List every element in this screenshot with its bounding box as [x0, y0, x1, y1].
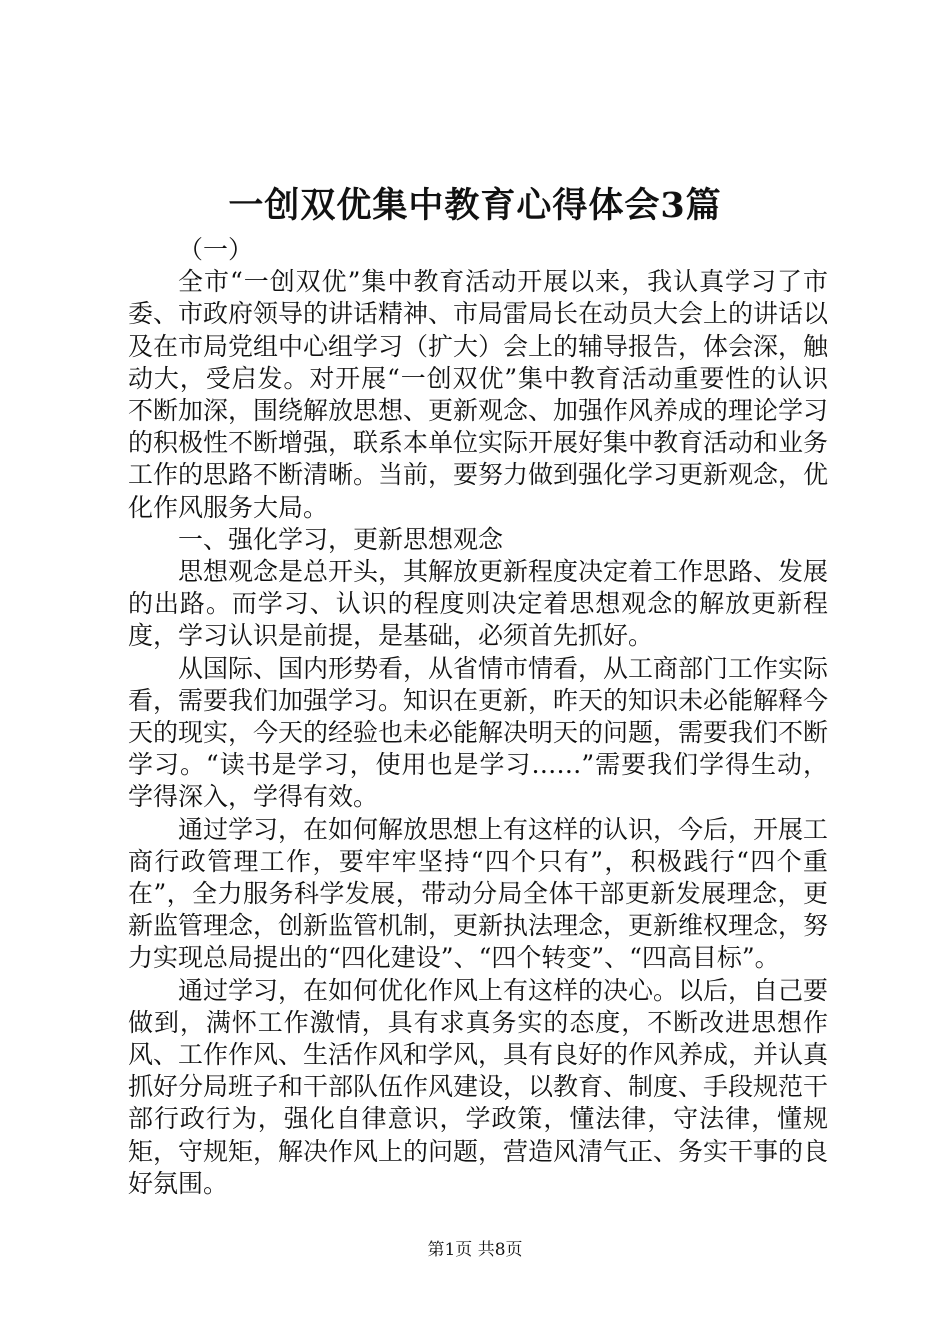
section-heading: 一、强化学习，更新思想观念	[178, 524, 504, 554]
document-title: 一创双优集中教育心得体会3篇	[228, 185, 722, 226]
paragraph: 全市“一创双优”集中教育活动开展以来，我认真学习了市委、市政府领导的讲话精神、市局雷局长在动员大会上的讲话以及在市局党组中心组学习（扩大）会上的辅导报告，体会深，触动大，受启发。对开展“一创双优”集中教育活动重要性的认识不断加深，围绕解放思想、更新观念、加强作风养成的理论学习的积极性不断增强，联系本单位实际开展好集中教育活动和业务工作的思路不断清晰。当前，要努力做到强化学习更新观念，优化作风服务大局。	[128, 267, 829, 522]
paragraph: 通过学习，在如何优化作风上有这样的决心。以后，自己要做到，满怀工作激情，具有求真务实的态度，不断改进思想作风、工作作风、生活作风和学风，具有良好的作风养成，并认真抓好分局班子和干部队伍作风建设，以教育、制度、手段规范干部行政行为，强化自律意识，学政策，懂法律，守法律，懂规矩，守规矩，解决作风上的问题，营造风清气正、务实干事的良好氛围。	[128, 975, 829, 1198]
page-footer: 第1页 共8页	[427, 1240, 523, 1260]
paragraph: 通过学习，在如何解放思想上有这样的认识，今后，开展工商行政管理工作，要牢牢坚持“四个只有”，积极践行“四个重在”，全力服务科学发展，带动分局全体干部更新发展理念，更新监管理念，创新监管机制，更新执法理念，更新维权理念，努力实现总局提出的“四化建设”、“四个转变”、“四高目标”。	[128, 814, 829, 973]
paragraph: 思想观念是总开头，其解放更新程度决定着工作思路、发展的出路。而学习、认识的程度则决定着思想观念的解放更新程度，学习认识是前提，是基础，必须首先抓好。	[128, 557, 829, 651]
paragraph: 从国际、国内形势看，从省情市情看，从工商部门工作实际看，需要我们加强学习。知识在更新，昨天的知识未必能解释今天的现实，今天的经验也未必能解决明天的问题，需要我们不断学习。“读书是学习，使用也是学习……”需要我们学得生动，学得深入，学得有效。	[128, 653, 829, 812]
section-marker: （一）	[178, 235, 254, 264]
document-body	[128, 234, 828, 1200]
